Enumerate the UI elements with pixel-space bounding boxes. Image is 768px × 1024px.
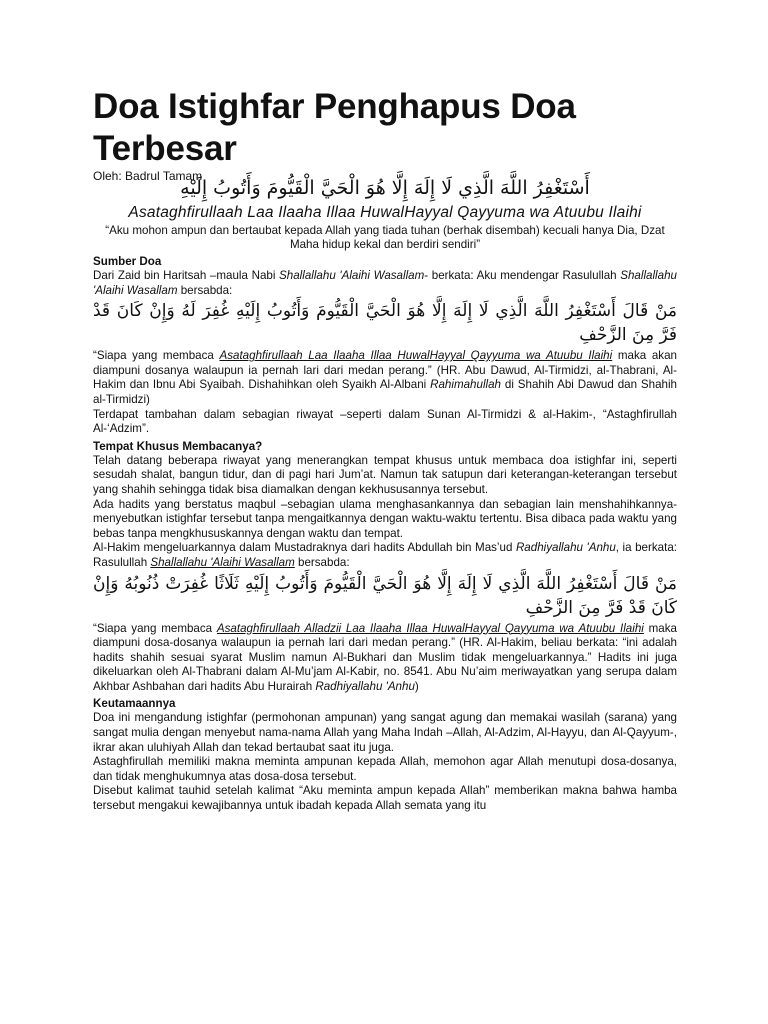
paragraph-al-hakim xyxy=(93,541,677,570)
text: maka akan diampuni dosanya walaupun ia pernah lari dari medan perang.” (HR. Abu Dawud, Al-Tirmidzi, al-Thabrani, Al-Hakim dan Ibnu Abi Syaibah. Dishahihkan oleh Syaikh Al-Albani xyxy=(93,349,677,392)
paragraph-virtue-1: Doa ini mengandung istighfar (permohonan ampunan) yang sangat agung dan memakai wasilah (sarana) yang sangat mulia dengan menyebut nama-nama Allah yang Maha Indah –Allah, Al-Adzim, Al-Hayyu, dan Al-Qayyum-, ikrar akan uluhiyah Allah dan tekad bertaubat saat itu juga. xyxy=(93,711,677,754)
paragraph-special-places: Telah datang beberapa riwayat yang menerangkan tempat khusus untuk membaca doa istighfar ini, seperti sesudah shalat, bangun tidur, dan di pagi hari Jum’at. Namun tak satupun dari keterangan-keterangan tersebut yang shahih sehingga tidak bisa diamalkan dengan kekhususannya tersebut. xyxy=(93,453,677,496)
honorific: Shallallahu 'Alaihi Wasallam xyxy=(93,269,677,297)
paragraph-hadith-1-translation xyxy=(93,349,677,407)
paragraph-additional-narration: Terdapat tambahan dalam sebagian riwayat –seperti dalam Sunan Al-Tirmidzi & al-Hakim-, “Astaghfirullah Al-‘Adzim”. xyxy=(93,407,677,436)
heading-sumber-doa: Sumber Doa xyxy=(93,255,162,268)
text: Dari Zaid bin Haritsah –maula Nabi xyxy=(93,269,280,282)
arabic-prayer: أَسْتَغْفِرُ اللَّهَ الَّذِي لَا إِلَهَ إِلَّا هُوَ الْحَيَّ الْقَيُّومَ وَأَتُوبُ إِلَيْهِ xyxy=(180,177,590,199)
text: - berkata: Aku mendengar Rasulullah xyxy=(424,269,621,282)
author-line: Oleh: Badrul Tamam xyxy=(93,169,203,183)
text: “Siapa yang membaca xyxy=(93,349,220,363)
paragraph-hadith-2-translation xyxy=(93,622,677,695)
paragraph-maqbul-hadith: Ada hadits yang berstatus maqbul –sebagian ulama menghasankannya dan sebagian lain menshahihkannya- menyebutkan istighfar tersebut tanpa mengaitkannya dengan waktu-waktu tertentu. Bisa dibaca pada waktu yang bebas tanpa mengkhususkannya dengan waktu dan tempat. xyxy=(93,497,677,540)
honorific: Radhiyallahu 'Anhu xyxy=(315,679,415,693)
honorific: Radhiyallahu 'Anhu xyxy=(515,541,616,555)
honorific-underlined: Shallallahu 'Alaihi Wasallam xyxy=(150,555,295,569)
text: di Shahih Abi Dawud dan Shahih al-Tirmidzi) xyxy=(93,378,678,406)
heading-keutamaannya: Keutamaannya xyxy=(93,697,176,711)
honorific: Rahimahullah xyxy=(430,378,502,392)
arabic-hadith-2: مَنْ قَالَ أَسْتَغْفِرُ اللَّهَ الَّذِي لَا إِلَهَ إِلَّا هُوَ الْحَيَّ الْقَيُّومَ وَأَتُوبُ إِلَيْهِ ثَلَاثًا غُفِرَتْ ذُنُوبُهُ وَإِنْ كَانَ قَدْ فَرَّ مِنَ الزَّحْفِ xyxy=(93,573,677,618)
page-title: Doa Istighfar Penghapus Doa Terbesar xyxy=(93,87,576,168)
text: maka diampuni dosa-dosanya walaupun ia pernah lari dari medan perang.” (HR. Al-Hakim, beliau berkata: “ini adalah hadits shahih sesuai syarat Muslim namun Al-Bukhari dan Muslim tidak mengeluarkannya.” Hadits ini juga dikeluarkan oleh Al-Thabrani dalam Al-Mu’jam Al-Kabir, no. 8541. Abu Nu’aim meriwayatkan yang serupa dalam Akhbar Ashbahan dari hadits Abu Hurairah xyxy=(93,621,677,693)
transliteration-underlined: Asataghfirullaah Alladzii Laa Ilaaha Illaa HuwalHayyal Qayyuma wa Atuubu Ilaihi xyxy=(216,621,644,635)
paragraph-virtue-3: Disebut kalimat tauhid setelah kalimat “Aku meminta ampun kepada Allah” memberikan makna bahwa hamba tersebut mengakui kewajibannya untuk ibadah kepada Allah semata yang itu xyxy=(93,784,677,813)
text: bersabda: xyxy=(294,555,350,569)
text: Al-Hakim mengeluarkannya dalam Mustadraknya dari hadits Abdullah bin Mas’ud xyxy=(93,541,516,555)
paragraph-virtue-2: Astaghfirullah memiliki makna meminta ampunan kepada Allah, memohon agar Allah menutupi dosa-dosanya, dan tidak menghukumnya atas dosa-dosa tersebut. xyxy=(93,755,677,783)
text: “Siapa yang membaca xyxy=(93,621,217,635)
transliteration: Asataghfirullaah Laa Ilaaha Illaa HuwalHayyal Qayyuma wa Atuubu Ilaihi xyxy=(128,204,642,221)
text: ) xyxy=(414,679,419,693)
document-page xyxy=(93,86,677,814)
paragraph-source-intro xyxy=(93,269,677,298)
transliteration-underlined: Asataghfirullaah Laa Ilaaha Illaa HuwalHayyal Qayyuma wa Atuubu Ilaihi xyxy=(219,349,613,363)
text: bersabda: xyxy=(177,283,233,297)
honorific: Shallallahu 'Alaihi Wasallam xyxy=(279,269,425,282)
prayer-meaning: “Aku mohon ampun dan bertaubat kepada Allah yang tiada tuhan (berhak disembah) kecuali hanya Dia, Dzat Maha hidup kekal dan berdiri sendiri” xyxy=(105,224,665,251)
arabic-hadith-1: مَنْ قَالَ أَسْتَغْفِرُ اللَّهَ الَّذِي لَا إِلَهَ إِلَّا هُوَ الْحَيَّ الْقَيُّومَ وَأَتُوبُ إِلَيْهِ غُفِرَ لَهُ وَإِنْ كَانَ قَدْ فَرَّ مِنَ الزَّحْفِ xyxy=(93,301,677,346)
heading-tempat-khusus: Tempat Khusus Membacanya? xyxy=(93,439,263,453)
text: , ia berkata: Rasulullah xyxy=(93,541,677,569)
